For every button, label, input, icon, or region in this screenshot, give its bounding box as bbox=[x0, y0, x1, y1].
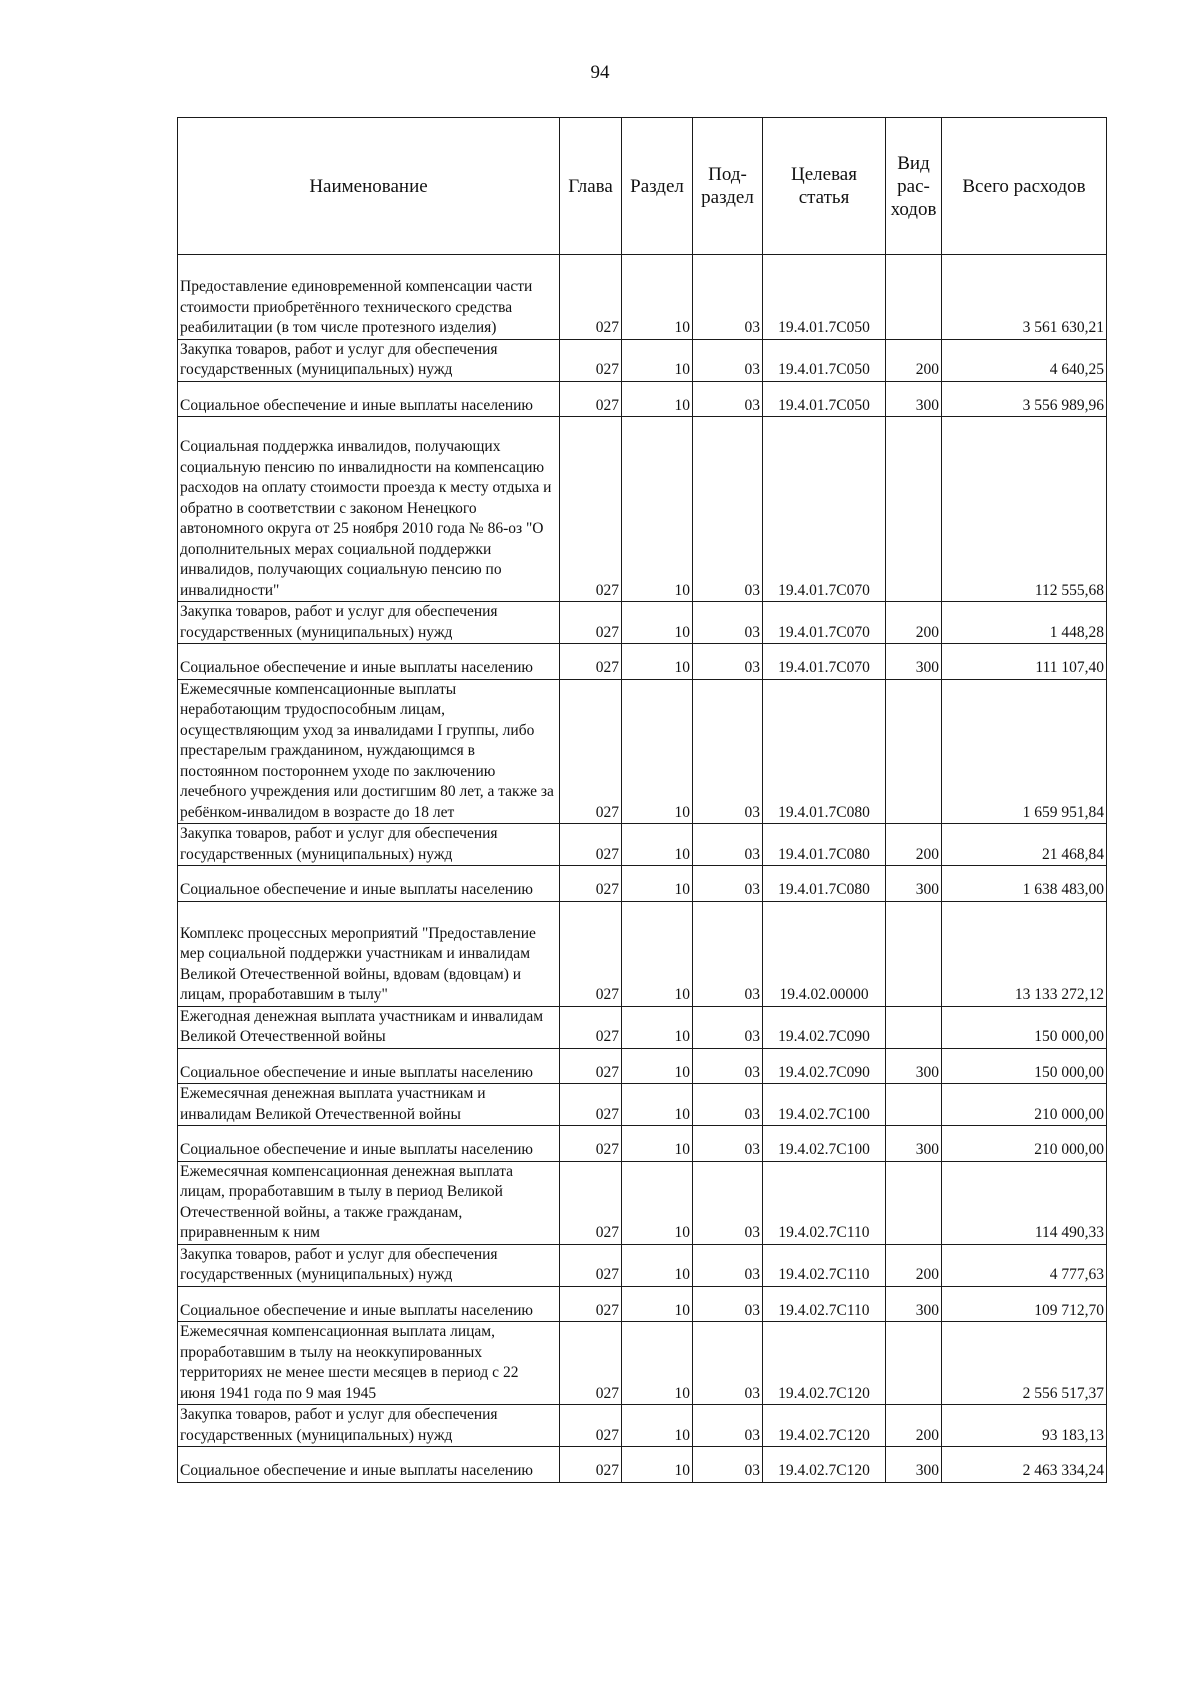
cell-statya: 19.4.02.00000 bbox=[763, 901, 886, 1006]
table-row bbox=[178, 1126, 1107, 1162]
cell-podrazdel: 03 bbox=[693, 381, 763, 417]
cell-podrazdel: 03 bbox=[693, 1244, 763, 1286]
table-row bbox=[178, 679, 1107, 824]
cell-statya: 19.4.02.7С090 bbox=[763, 1006, 886, 1048]
cell-statya: 19.4.02.7С110 bbox=[763, 1244, 886, 1286]
cell-glava: 027 bbox=[560, 1322, 622, 1405]
cell-statya: 19.4.01.7С080 bbox=[763, 866, 886, 902]
cell-name: Ежегодная денежная выплата участникам и инвалидам Великой Отечественной войны bbox=[178, 1006, 560, 1048]
cell-podrazdel: 03 bbox=[693, 1126, 763, 1162]
cell-vid bbox=[886, 1006, 942, 1048]
cell-name: Социальное обеспечение и иные выплаты населению bbox=[178, 1447, 560, 1483]
cell-podrazdel: 03 bbox=[693, 1405, 763, 1447]
cell-name: Закупка товаров, работ и услуг для обеспечения государственных (муниципальных) нужд bbox=[178, 602, 560, 644]
cell-total: 1 448,28 bbox=[942, 602, 1107, 644]
cell-podrazdel: 03 bbox=[693, 901, 763, 1006]
table-row bbox=[178, 1322, 1107, 1405]
table-row bbox=[178, 1006, 1107, 1048]
cell-podrazdel: 03 bbox=[693, 1048, 763, 1084]
cell-total: 109 712,70 bbox=[942, 1286, 1107, 1322]
cell-name: Социальное обеспечение и иные выплаты населению bbox=[178, 644, 560, 680]
table-row bbox=[178, 602, 1107, 644]
cell-total: 21 468,84 bbox=[942, 824, 1107, 866]
budget-table bbox=[177, 117, 1107, 1483]
cell-statya: 19.4.01.7С050 bbox=[763, 255, 886, 340]
cell-razdel: 10 bbox=[622, 866, 693, 902]
cell-razdel: 10 bbox=[622, 255, 693, 340]
cell-total: 4 777,63 bbox=[942, 1244, 1107, 1286]
cell-podrazdel: 03 bbox=[693, 1161, 763, 1244]
cell-glava: 027 bbox=[560, 644, 622, 680]
cell-total: 111 107,40 bbox=[942, 644, 1107, 680]
cell-razdel: 10 bbox=[622, 381, 693, 417]
cell-podrazdel: 03 bbox=[693, 1447, 763, 1483]
cell-name: Закупка товаров, работ и услуг для обеспечения государственных (муниципальных) нужд bbox=[178, 824, 560, 866]
table-row bbox=[178, 339, 1107, 381]
cell-total: 210 000,00 bbox=[942, 1126, 1107, 1162]
table-row bbox=[178, 1447, 1107, 1483]
cell-name: Ежемесячная компенсационная выплата лицам, проработавшим в тылу на неоккупированных территориях не менее шести месяцев в период с 22 июня 1941 года по 9 мая 1945 bbox=[178, 1322, 560, 1405]
cell-statya: 19.4.02.7С100 bbox=[763, 1084, 886, 1126]
cell-glava: 027 bbox=[560, 866, 622, 902]
table-row bbox=[178, 644, 1107, 680]
cell-statya: 19.4.01.7С080 bbox=[763, 679, 886, 824]
cell-glava: 027 bbox=[560, 381, 622, 417]
cell-glava: 027 bbox=[560, 901, 622, 1006]
header-row bbox=[178, 118, 1107, 255]
cell-glava: 027 bbox=[560, 1006, 622, 1048]
cell-total: 3 556 989,96 bbox=[942, 381, 1107, 417]
table-body bbox=[178, 255, 1107, 1483]
cell-razdel: 10 bbox=[622, 602, 693, 644]
table-row bbox=[178, 866, 1107, 902]
cell-razdel: 10 bbox=[622, 1048, 693, 1084]
cell-total: 3 561 630,21 bbox=[942, 255, 1107, 340]
table-row bbox=[178, 1405, 1107, 1447]
cell-total: 210 000,00 bbox=[942, 1084, 1107, 1126]
cell-vid bbox=[886, 1084, 942, 1126]
cell-name: Ежемесячная компенсационная денежная выплата лицам, проработавшим в тылу в период Великой Отечественной войны, а также гражданам, приравненным к ним bbox=[178, 1161, 560, 1244]
cell-name: Социальное обеспечение и иные выплаты населению bbox=[178, 1286, 560, 1322]
cell-name: Ежемесячные компенсационные выплаты неработающим трудоспособным лицам, осуществляющим уход за инвалидами I группы, либо престарелым гражданином, нуждающимся в постоянном постороннем уходе по заключению лечебного учреждения или достигшим 80 лет, а также за ребёнком-инвалидом в возрасте до 18 лет bbox=[178, 679, 560, 824]
header-podrazdel: Под-раздел bbox=[693, 118, 763, 255]
cell-vid: 200 bbox=[886, 1244, 942, 1286]
cell-name: Социальная поддержка инвалидов, получающих социальную пенсию по инвалидности на компенсацию расходов на оплату стоимости проезда к месту отдыха и обратно в соответствии с законом Ненецкого автономного округа от 25 ноября 2010 года № 86-оз "О дополнительных мерах социальной поддержки инвалидов, получающих социальную пенсию по инвалидности" bbox=[178, 417, 560, 602]
table-row bbox=[178, 824, 1107, 866]
table-row bbox=[178, 1084, 1107, 1126]
cell-podrazdel: 03 bbox=[693, 339, 763, 381]
cell-razdel: 10 bbox=[622, 1286, 693, 1322]
cell-podrazdel: 03 bbox=[693, 866, 763, 902]
cell-total: 4 640,25 bbox=[942, 339, 1107, 381]
cell-vid: 300 bbox=[886, 866, 942, 902]
cell-podrazdel: 03 bbox=[693, 255, 763, 340]
cell-podrazdel: 03 bbox=[693, 602, 763, 644]
cell-razdel: 10 bbox=[622, 644, 693, 680]
cell-glava: 027 bbox=[560, 339, 622, 381]
header-statya: Целевая статья bbox=[763, 118, 886, 255]
cell-statya: 19.4.01.7С080 bbox=[763, 824, 886, 866]
cell-vid bbox=[886, 679, 942, 824]
cell-total: 114 490,33 bbox=[942, 1161, 1107, 1244]
header-glava: Глава bbox=[560, 118, 622, 255]
cell-razdel: 10 bbox=[622, 1084, 693, 1126]
cell-podrazdel: 03 bbox=[693, 824, 763, 866]
cell-glava: 027 bbox=[560, 1405, 622, 1447]
cell-statya: 19.4.02.7С120 bbox=[763, 1447, 886, 1483]
cell-statya: 19.4.02.7С090 bbox=[763, 1048, 886, 1084]
cell-name: Ежемесячная денежная выплата участникам и инвалидам Великой Отечественной войны bbox=[178, 1084, 560, 1126]
cell-vid: 200 bbox=[886, 339, 942, 381]
cell-statya: 19.4.01.7С070 bbox=[763, 644, 886, 680]
cell-name: Социальное обеспечение и иные выплаты населению bbox=[178, 1126, 560, 1162]
cell-glava: 027 bbox=[560, 1084, 622, 1126]
cell-vid: 200 bbox=[886, 1405, 942, 1447]
cell-total: 93 183,13 bbox=[942, 1405, 1107, 1447]
cell-vid: 200 bbox=[886, 602, 942, 644]
cell-podrazdel: 03 bbox=[693, 679, 763, 824]
cell-name: Комплекс процессных мероприятий "Предоставление мер социальной поддержки участникам и инвалидам Великой Отечественной войны, вдовам (вдовцам) и лицам, проработавшим в тылу" bbox=[178, 901, 560, 1006]
cell-statya: 19.4.02.7С120 bbox=[763, 1405, 886, 1447]
cell-glava: 027 bbox=[560, 1447, 622, 1483]
cell-vid: 300 bbox=[886, 1126, 942, 1162]
cell-vid: 300 bbox=[886, 1286, 942, 1322]
cell-razdel: 10 bbox=[622, 1447, 693, 1483]
cell-vid: 300 bbox=[886, 644, 942, 680]
cell-glava: 027 bbox=[560, 255, 622, 340]
cell-total: 2 463 334,24 bbox=[942, 1447, 1107, 1483]
cell-name: Социальное обеспечение и иные выплаты населению bbox=[178, 381, 560, 417]
cell-razdel: 10 bbox=[622, 824, 693, 866]
table-row bbox=[178, 1161, 1107, 1244]
cell-glava: 027 bbox=[560, 824, 622, 866]
header-total: Всего расходов bbox=[942, 118, 1107, 255]
cell-statya: 19.4.02.7С120 bbox=[763, 1322, 886, 1405]
cell-name: Предоставление единовременной компенсации части стоимости приобретённого технического средства реабилитации (в том числе протезного изделия) bbox=[178, 255, 560, 340]
cell-razdel: 10 bbox=[622, 417, 693, 602]
cell-statya: 19.4.01.7С070 bbox=[763, 417, 886, 602]
cell-vid bbox=[886, 1161, 942, 1244]
cell-total: 112 555,68 bbox=[942, 417, 1107, 602]
cell-razdel: 10 bbox=[622, 1322, 693, 1405]
table-row bbox=[178, 381, 1107, 417]
cell-glava: 027 bbox=[560, 417, 622, 602]
cell-name: Закупка товаров, работ и услуг для обеспечения государственных (муниципальных) нужд bbox=[178, 1244, 560, 1286]
cell-statya: 19.4.02.7С100 bbox=[763, 1126, 886, 1162]
cell-razdel: 10 bbox=[622, 1161, 693, 1244]
cell-total: 1 659 951,84 bbox=[942, 679, 1107, 824]
cell-total: 150 000,00 bbox=[942, 1006, 1107, 1048]
cell-name: Закупка товаров, работ и услуг для обеспечения государственных (муниципальных) нужд bbox=[178, 339, 560, 381]
cell-statya: 19.4.01.7С050 bbox=[763, 339, 886, 381]
cell-statya: 19.4.02.7С110 bbox=[763, 1286, 886, 1322]
cell-razdel: 10 bbox=[622, 1405, 693, 1447]
table-row bbox=[178, 1244, 1107, 1286]
cell-glava: 027 bbox=[560, 602, 622, 644]
table-row bbox=[178, 1048, 1107, 1084]
cell-razdel: 10 bbox=[622, 1244, 693, 1286]
cell-vid bbox=[886, 417, 942, 602]
cell-name: Социальное обеспечение и иные выплаты населению bbox=[178, 1048, 560, 1084]
cell-statya: 19.4.02.7С110 bbox=[763, 1161, 886, 1244]
cell-vid bbox=[886, 255, 942, 340]
cell-vid: 200 bbox=[886, 824, 942, 866]
table-row bbox=[178, 255, 1107, 340]
cell-podrazdel: 03 bbox=[693, 1084, 763, 1126]
cell-glava: 027 bbox=[560, 1244, 622, 1286]
cell-razdel: 10 bbox=[622, 901, 693, 1006]
cell-glava: 027 bbox=[560, 1048, 622, 1084]
table-row bbox=[178, 901, 1107, 1006]
table-row bbox=[178, 1286, 1107, 1322]
cell-podrazdel: 03 bbox=[693, 644, 763, 680]
cell-podrazdel: 03 bbox=[693, 1322, 763, 1405]
cell-razdel: 10 bbox=[622, 679, 693, 824]
table-row bbox=[178, 417, 1107, 602]
header-razdel: Раздел bbox=[622, 118, 693, 255]
cell-total: 150 000,00 bbox=[942, 1048, 1107, 1084]
page-number: 94 bbox=[590, 62, 610, 83]
cell-razdel: 10 bbox=[622, 339, 693, 381]
cell-glava: 027 bbox=[560, 679, 622, 824]
cell-podrazdel: 03 bbox=[693, 417, 763, 602]
cell-vid: 300 bbox=[886, 1048, 942, 1084]
cell-glava: 027 bbox=[560, 1161, 622, 1244]
cell-total: 1 638 483,00 bbox=[942, 866, 1107, 902]
cell-vid bbox=[886, 901, 942, 1006]
cell-glava: 027 bbox=[560, 1126, 622, 1162]
cell-statya: 19.4.01.7С050 bbox=[763, 381, 886, 417]
cell-name: Социальное обеспечение и иные выплаты населению bbox=[178, 866, 560, 902]
cell-podrazdel: 03 bbox=[693, 1286, 763, 1322]
cell-podrazdel: 03 bbox=[693, 1006, 763, 1048]
cell-statya: 19.4.01.7С070 bbox=[763, 602, 886, 644]
cell-vid: 300 bbox=[886, 1447, 942, 1483]
cell-vid: 300 bbox=[886, 381, 942, 417]
cell-razdel: 10 bbox=[622, 1006, 693, 1048]
cell-total: 2 556 517,37 bbox=[942, 1322, 1107, 1405]
cell-total: 13 133 272,12 bbox=[942, 901, 1107, 1006]
cell-glava: 027 bbox=[560, 1286, 622, 1322]
cell-vid bbox=[886, 1322, 942, 1405]
cell-razdel: 10 bbox=[622, 1126, 693, 1162]
header-name: Наименование bbox=[178, 118, 560, 255]
header-vid: Вид рас-ходов bbox=[886, 118, 942, 255]
cell-name: Закупка товаров, работ и услуг для обеспечения государственных (муниципальных) нужд bbox=[178, 1405, 560, 1447]
